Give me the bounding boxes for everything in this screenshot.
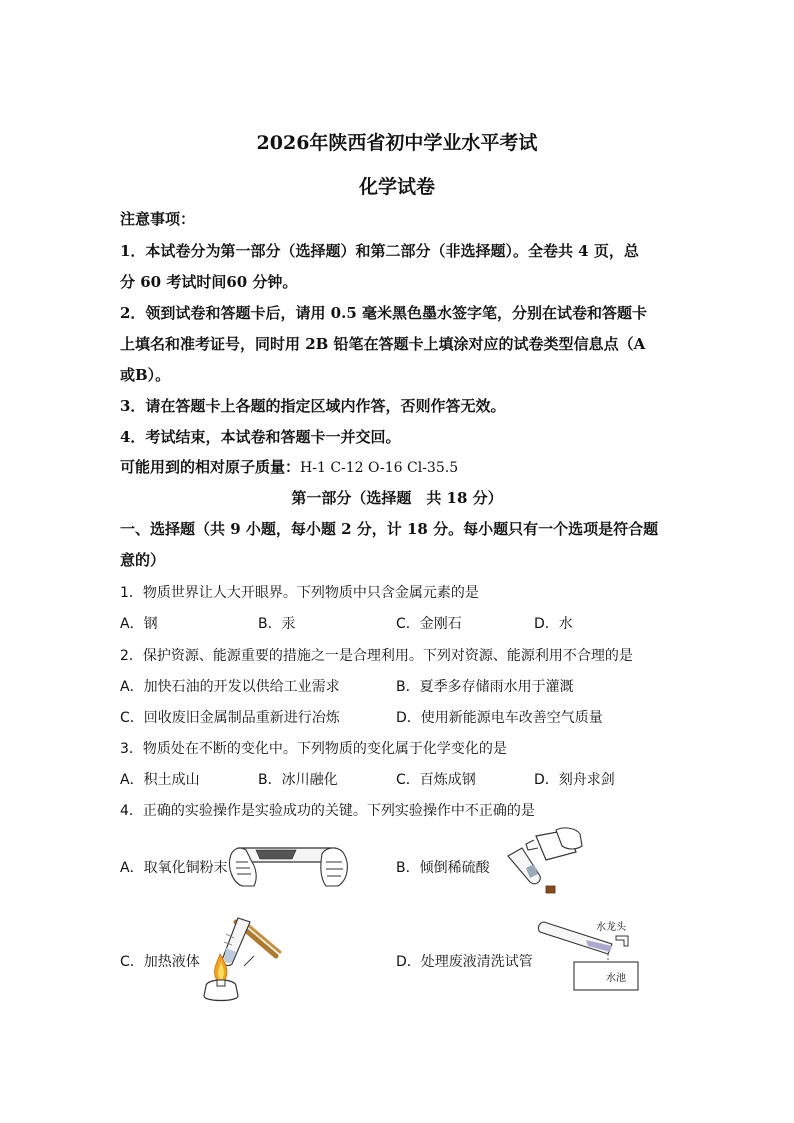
section-heading-line-2: 意的） (120, 551, 166, 569)
bottle-stopper (546, 886, 555, 893)
figure-powder-sampling (226, 828, 356, 890)
test-tube-tilted (508, 848, 540, 884)
q1-option-a: A．钢 (120, 616, 158, 632)
figure-pouring-acid (496, 826, 584, 896)
note-4: 4．考试结束，本试卷和答题卡一并交回。 (120, 428, 401, 446)
sink-label: 水池 (606, 973, 626, 984)
q3-option-c: C．百炼成钢 (396, 772, 476, 788)
q1-option-b: B．汞 (258, 616, 296, 632)
question-4-stem: 4．正确的实验操作是实验成功的关键。下列实验操作中不正确的是 (120, 803, 535, 819)
atomic-mass-label: 可能用到的相对原子质量： (120, 458, 301, 476)
arrows (244, 956, 254, 966)
q4-option-b: B．倾倒稀硫酸 (396, 860, 490, 876)
q4-option-d: D．处理废液清洗试管 (396, 954, 533, 970)
test-tube-heated (222, 918, 250, 966)
section-heading-line-1: 一、选择题（共 9 小题，每小题 2 分，计 18 分。每小题只有一个选项是符合题 (120, 520, 659, 538)
question-1-stem: 1．物质世界让人大开眼界。下列物质中只含金属元素的是 (120, 585, 479, 601)
q3-option-d: D．刻舟求剑 (534, 772, 615, 788)
q1-option-d: D．水 (534, 616, 573, 632)
right-hand (321, 848, 348, 886)
note-1-line-1: 1．本试卷分为第一部分（选择题）和第二部分（非选择题）。全卷共 4 页，总 (120, 242, 639, 260)
q2-option-b: B．夏季多存储雨水用于灌溉 (396, 679, 574, 695)
q3-option-b: B．冰川融化 (258, 772, 338, 788)
note-1-line-2: 分 60 考试时间60 分钟。 (120, 273, 298, 291)
part1-heading: 第一部分（选择题 共 18 分） (291, 489, 503, 507)
q4-option-c: C．加热液体 (120, 954, 200, 970)
question-3-stem: 3．物质处在不断的变化中。下列物质的变化属于化学变化的是 (120, 741, 507, 757)
note-2-line-3: 或B）。 (120, 366, 171, 384)
q1-option-c: C．金刚石 (396, 616, 462, 632)
exam-title: 2026年陕西省初中学业水平考试 (256, 132, 538, 154)
atomic-mass-line (120, 456, 458, 477)
note-2-line-1: 2．领到试卷和答题卡后，请用 0.5 毫米黑色墨水签字笔，分别在试卷和答题卡 (120, 304, 647, 322)
note-3: 3．请在答题卡上各题的指定区域内作答，否则作答无效。 (120, 397, 506, 415)
q4-option-a: A．取氧化铜粉末 (120, 860, 228, 876)
q2-option-a: A．加快石油的开发以供给工业需求 (120, 679, 340, 695)
faucet-label: 水龙头 (596, 922, 626, 933)
q3-option-a: A．积土成山 (120, 772, 200, 788)
notes-heading: 注意事项： (120, 210, 196, 228)
paper-subtitle: 化学试卷 (358, 176, 435, 198)
figure-waste-disposal (530, 918, 640, 994)
figure-heating-liquid (196, 912, 286, 1004)
q2-option-d: D．使用新能源电车改善空气质量 (396, 710, 603, 726)
alcohol-lamp (204, 980, 238, 1001)
faucet-icon (616, 936, 628, 946)
note-2-line-2: 上填名和准考证号，同时用 2B 铅笔在答题卡上填涂对应的试卷类型信息点（A (120, 335, 646, 353)
q2-option-c: C．回收废旧金属制品重新进行冶炼 (120, 710, 340, 726)
atomic-mass-values: H-1 C-12 O-16 Cl-35.5 (300, 460, 459, 476)
sink (574, 962, 638, 990)
question-2-stem: 2．保护资源、能源重要的措施之一是合理利用。下列对资源、能源利用不合理的是 (120, 648, 633, 664)
